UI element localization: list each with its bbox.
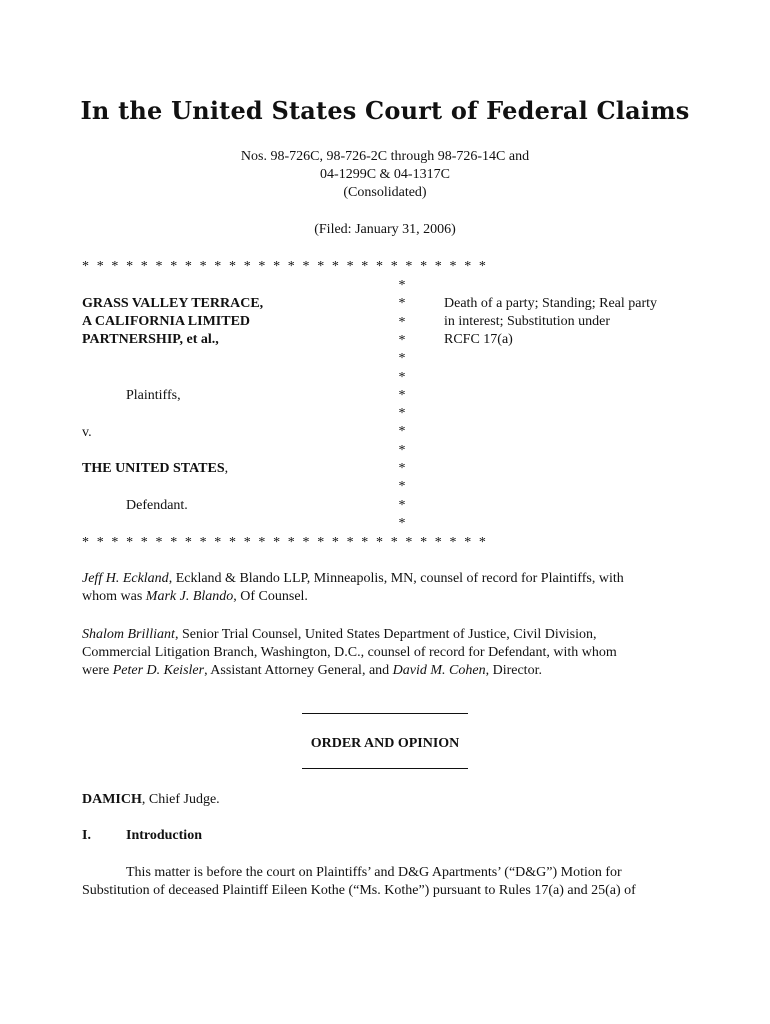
plaintiff-name-line-3: PARTNERSHIP, et al., — [82, 332, 219, 347]
plaintiffs-label: Plaintiffs, — [126, 388, 181, 403]
plaintiff-name-line-2: A CALIFORNIA LIMITED — [82, 314, 251, 329]
caption-star: * — [398, 406, 406, 422]
caption-star: * — [398, 497, 406, 513]
caption-star: * — [398, 369, 406, 385]
section-title: Introduction — [126, 828, 202, 843]
heading-bottom-rule — [302, 768, 468, 769]
case-numbers-line-1: Nos. 98-726C, 98-726-2C through 98-726-14C and — [240, 149, 530, 164]
plaintiff-counsel-text-2-pre: whom was — [82, 589, 146, 604]
versus-label: v. — [82, 425, 92, 440]
case-numbers-line-2: 04-1299C & 04-1317C — [320, 167, 450, 182]
plaintiff-attorney-name: Jeff H. Eckland — [82, 571, 169, 586]
plaintiff-counsel-text-1: , Eckland & Blando LLP, Minneapolis, MN, counsel of record for Plaintiffs, with — [168, 571, 624, 586]
plaintiff-counsel-line-1 — [82, 570, 692, 588]
order-and-opinion-heading: ORDER AND OPINION — [310, 736, 460, 751]
caption-star: * — [398, 442, 406, 458]
plaintiff-counsel-line-2 — [82, 588, 692, 606]
defendant-label: Defendant. — [126, 498, 188, 513]
plaintiff-of-counsel-name: Mark J. Blando — [145, 589, 234, 604]
defendant-counsel-line-1 — [82, 626, 692, 644]
keywords-line-1: Death of a party; Standing; Real party — [444, 296, 658, 311]
caption-star: * — [398, 314, 406, 330]
caption-top-star-rule: * * * * * * * * * * * * * * * * * * * * * * * * * * * * — [82, 259, 488, 274]
director-name: David M. Cohen — [392, 663, 486, 678]
caption-star: * — [398, 296, 406, 312]
caption-bottom-star-rule: * * * * * * * * * * * * * * * * * * * * * * * * * * * * — [82, 535, 488, 550]
judge-line — [82, 791, 220, 809]
caption-star: * — [398, 424, 406, 440]
defendant-counsel-line-2: Commercial Litigation Branch, Washington, D.C., counsel of record for Defendant, with whom — [82, 645, 617, 660]
assistant-attorney-general-name: Peter D. Keisler — [112, 663, 205, 678]
caption-star: * — [398, 387, 406, 403]
caption-star: * — [398, 351, 406, 367]
caption-star: * — [398, 515, 406, 531]
consolidated-label: (Consolidated) — [343, 185, 427, 200]
defendant-counsel-text-3-pre: were — [82, 663, 113, 678]
keywords-line-3: RCFC 17(a) — [444, 332, 513, 347]
section-number: I. — [82, 828, 91, 843]
keywords-line-2: in interest; Substitution under — [444, 314, 611, 329]
plaintiff-name-line-1: GRASS VALLEY TERRACE, — [82, 296, 264, 311]
heading-top-rule — [302, 713, 468, 714]
defendant-counsel-text-3-mid: , Assistant Attorney General, and — [204, 663, 393, 678]
defendant-name-comma: , — [224, 461, 229, 476]
defendant-name-text: THE UNITED STATES — [82, 461, 225, 476]
defendant-counsel-text-1: , Senior Trial Counsel, United States Department of Justice, Civil Division, — [174, 627, 597, 642]
filed-date: (Filed: January 31, 2006) — [314, 222, 456, 237]
defendant-attorney-name: Shalom Brilliant — [82, 627, 175, 642]
caption-star: * — [398, 332, 406, 348]
judge-title: , Chief Judge. — [141, 792, 220, 807]
defendant-name — [82, 460, 228, 478]
body-text-line-1: This matter is before the court on Plaintiffs’ and D&G Apartments’ (“D&G”) Motion for — [126, 865, 622, 880]
judge-name: DAMICH — [82, 792, 142, 807]
body-text-line-2: Substitution of deceased Plaintiff Eileen Kothe (“Ms. Kothe”) pursuant to Rules 17(a) and 25(a) of — [82, 883, 636, 898]
defendant-counsel-text-3-post: , Director. — [485, 663, 542, 678]
caption-star: * — [398, 479, 406, 495]
court-title: In the United States Court of Federal Claims — [80, 96, 690, 125]
defendant-counsel-line-3 — [82, 662, 692, 680]
caption-star: * — [398, 278, 406, 293]
plaintiff-counsel-text-2-post: , Of Counsel. — [233, 589, 308, 604]
caption-star: * — [398, 461, 406, 476]
